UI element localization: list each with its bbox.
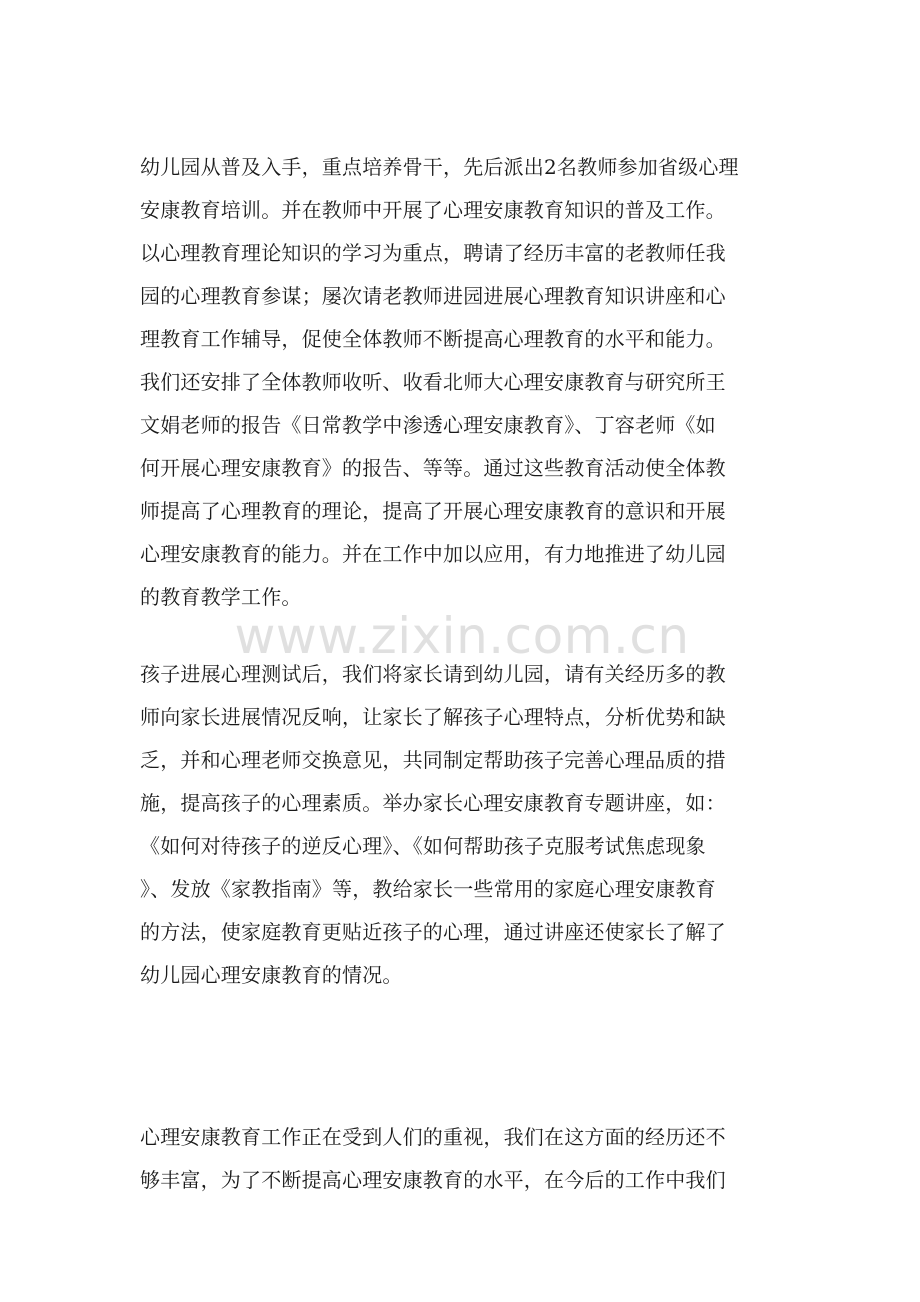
paragraph-line: 施，提高孩子的心理素质。举办家长心理安康教育专题讲座，如：	[140, 791, 726, 815]
paragraph-line: 安康教育培训。并在教师中开展了心理安康教育知识的普及工作。	[140, 198, 726, 222]
paragraph-line: 够丰富，为了不断提高心理安康教育的水平，在今后的工作中我们	[140, 1168, 726, 1192]
paragraph-line: 幼儿园从普及入手，重点培养骨干，先后派出2名教师参加省级心理	[140, 155, 739, 179]
paragraph-line: 乏，并和心理老师交换意见，共同制定帮助孩子完善心理品质的措	[140, 748, 726, 772]
paragraph-line: 心理安康教育的能力。并在工作中加以应用，有力地推进了幼儿园	[140, 542, 726, 566]
paragraph-line: 园的心理教育参谋；屡次请老教师进园进展心理教育知识讲座和心	[140, 284, 726, 308]
paragraph-line: 师提高了心理教育的理论，提高了开展心理安康教育的意识和开展	[140, 499, 726, 523]
paragraph-line: 理教育工作辅导，促使全体教师不断提高心理教育的水平和能力。	[140, 327, 726, 351]
paragraph-line: 何开展心理安康教育》的报告、等等。通过这些教育活动使全体教	[140, 456, 726, 480]
paragraph-line: 心理安康教育工作正在受到人们的重视，我们在这方面的经历还不	[140, 1125, 726, 1149]
paragraph-line: 的方法，使家庭教育更贴近孩子的心理，通过讲座还使家长了解了	[140, 920, 726, 944]
paragraph-line: 师向家长进展情况反响，让家长了解孩子心理特点，分析优势和缺	[140, 705, 726, 729]
paragraph-2	[140, 653, 780, 997]
watermark: www.zixin.com.cn	[234, 607, 690, 665]
paragraph-line: 孩子进展心理测试后，我们将家长请到幼儿园，请有关经历多的教	[140, 662, 726, 686]
paragraph-line: 文娟老师的报告《日常教学中渗透心理安康教育》、丁容老师《如	[140, 413, 716, 437]
paragraph-line: 幼儿园心理安康教育的情况。	[140, 963, 403, 987]
paragraph-3	[140, 1116, 780, 1202]
paragraph-line: 我们还安排了全体教师收听、收看北师大心理安康教育与研究所王	[140, 370, 726, 394]
paragraph-line: 以心理教育理论知识的学习为重点，聘请了经历丰富的老教师任我	[140, 241, 726, 265]
paragraph-line: 》、发放《家教指南》等，教给家长一些常用的家庭心理安康教育	[140, 877, 716, 901]
paragraph-1	[140, 146, 780, 619]
paragraph-line: 《如何对待孩子的逆反心理》、《如何帮助孩子克服考试焦虑现象	[140, 834, 706, 858]
paragraph-line: 的教育教学工作。	[140, 585, 302, 609]
